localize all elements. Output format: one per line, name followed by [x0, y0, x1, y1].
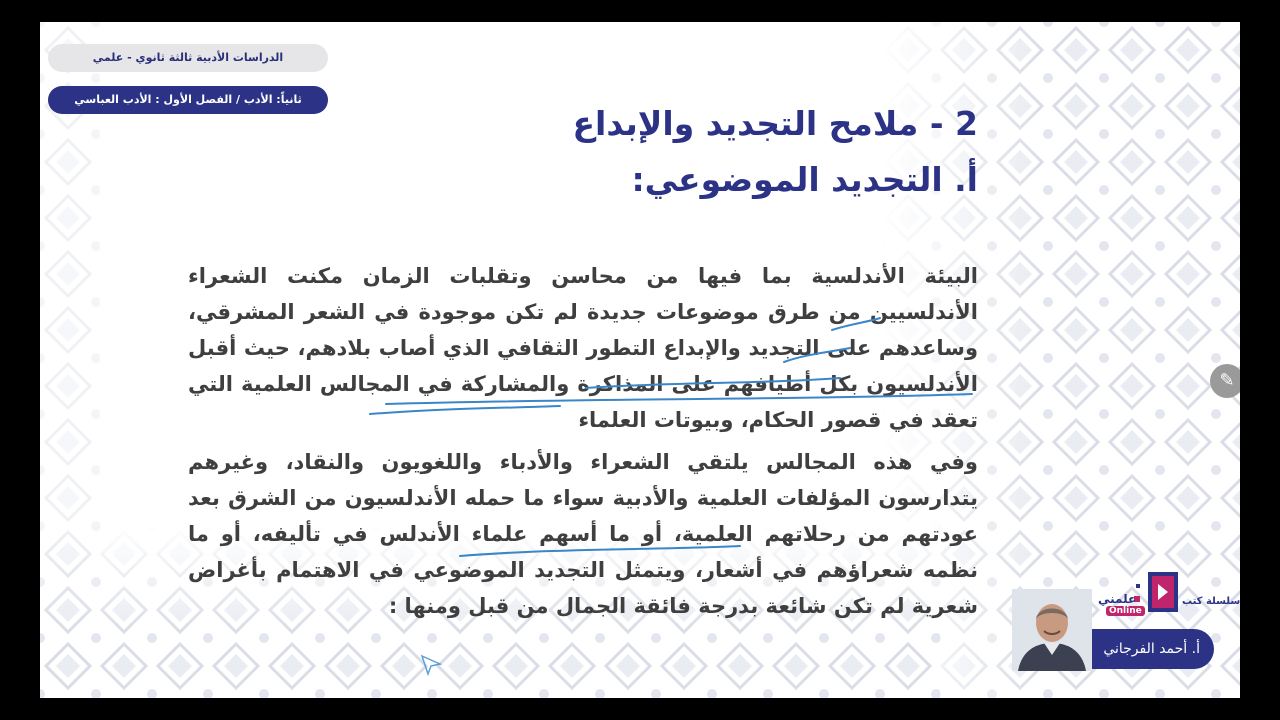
presenter-name: أ. أحمد الفرجاني [1103, 641, 1200, 657]
subsection-title: أ. التجديد الموضوعي: [631, 160, 978, 199]
book-logo-icon [1130, 566, 1190, 626]
paragraph-2: وفي هذه المجالس يلتقي الشعراء والأدباء واللغويون والنقاد، وغيرهم يتدارسون المؤلفات العلمية والأدبية سواء ما حمله الأندلسيون من الشرق بعد عودتهم من رحلاتهم العلمية، أو ما أسهم علماء الأندلس في تأليفه، أو ما نظمه شعراؤهم في أشعار، ويتمثل التجديد الموضوعي في الاهتمام بأغراض شعرية لم تكن شائعة بدرجة فائقة الجمال من قبل ومنها : [188, 450, 978, 618]
brand-logo [1070, 562, 1240, 622]
brand-online: Online [1106, 606, 1145, 616]
presenter-avatar [1012, 589, 1092, 671]
section-title: 2 - ملامح التجديد والإبداع [572, 104, 978, 143]
chapter-label: ثانياً: الأدب / الفصل الأول : الأدب العباسي [48, 86, 328, 114]
brand-series: سلسلة كتب [1182, 596, 1240, 607]
pencil-icon[interactable]: ✎ [1210, 364, 1240, 398]
course-label: الدراسات الأدبية ثالثة ثانوي - علمي [48, 44, 328, 72]
pointer-cursor-icon [420, 654, 442, 676]
brand-name: علمني [1098, 592, 1137, 606]
slide [40, 22, 1240, 698]
paragraph-1: البيئة الأندلسية بما فيها من محاسن وتقلبات الزمان مكنت الشعراء الأندلسيين من طرق موضوعات جديدة لم تكن موجودة في الشعر المشرقي، وساعدهم على التجديد والإبداع التطور الثقافي الذي أصاب بلادهم، حيث أقبل الأندلسيون بكل أطيافهم على المذاكرة والمشاركة في المجالس العلمية التي تعقد في قصور الحكام، وبيوتات العلماء [188, 264, 978, 432]
